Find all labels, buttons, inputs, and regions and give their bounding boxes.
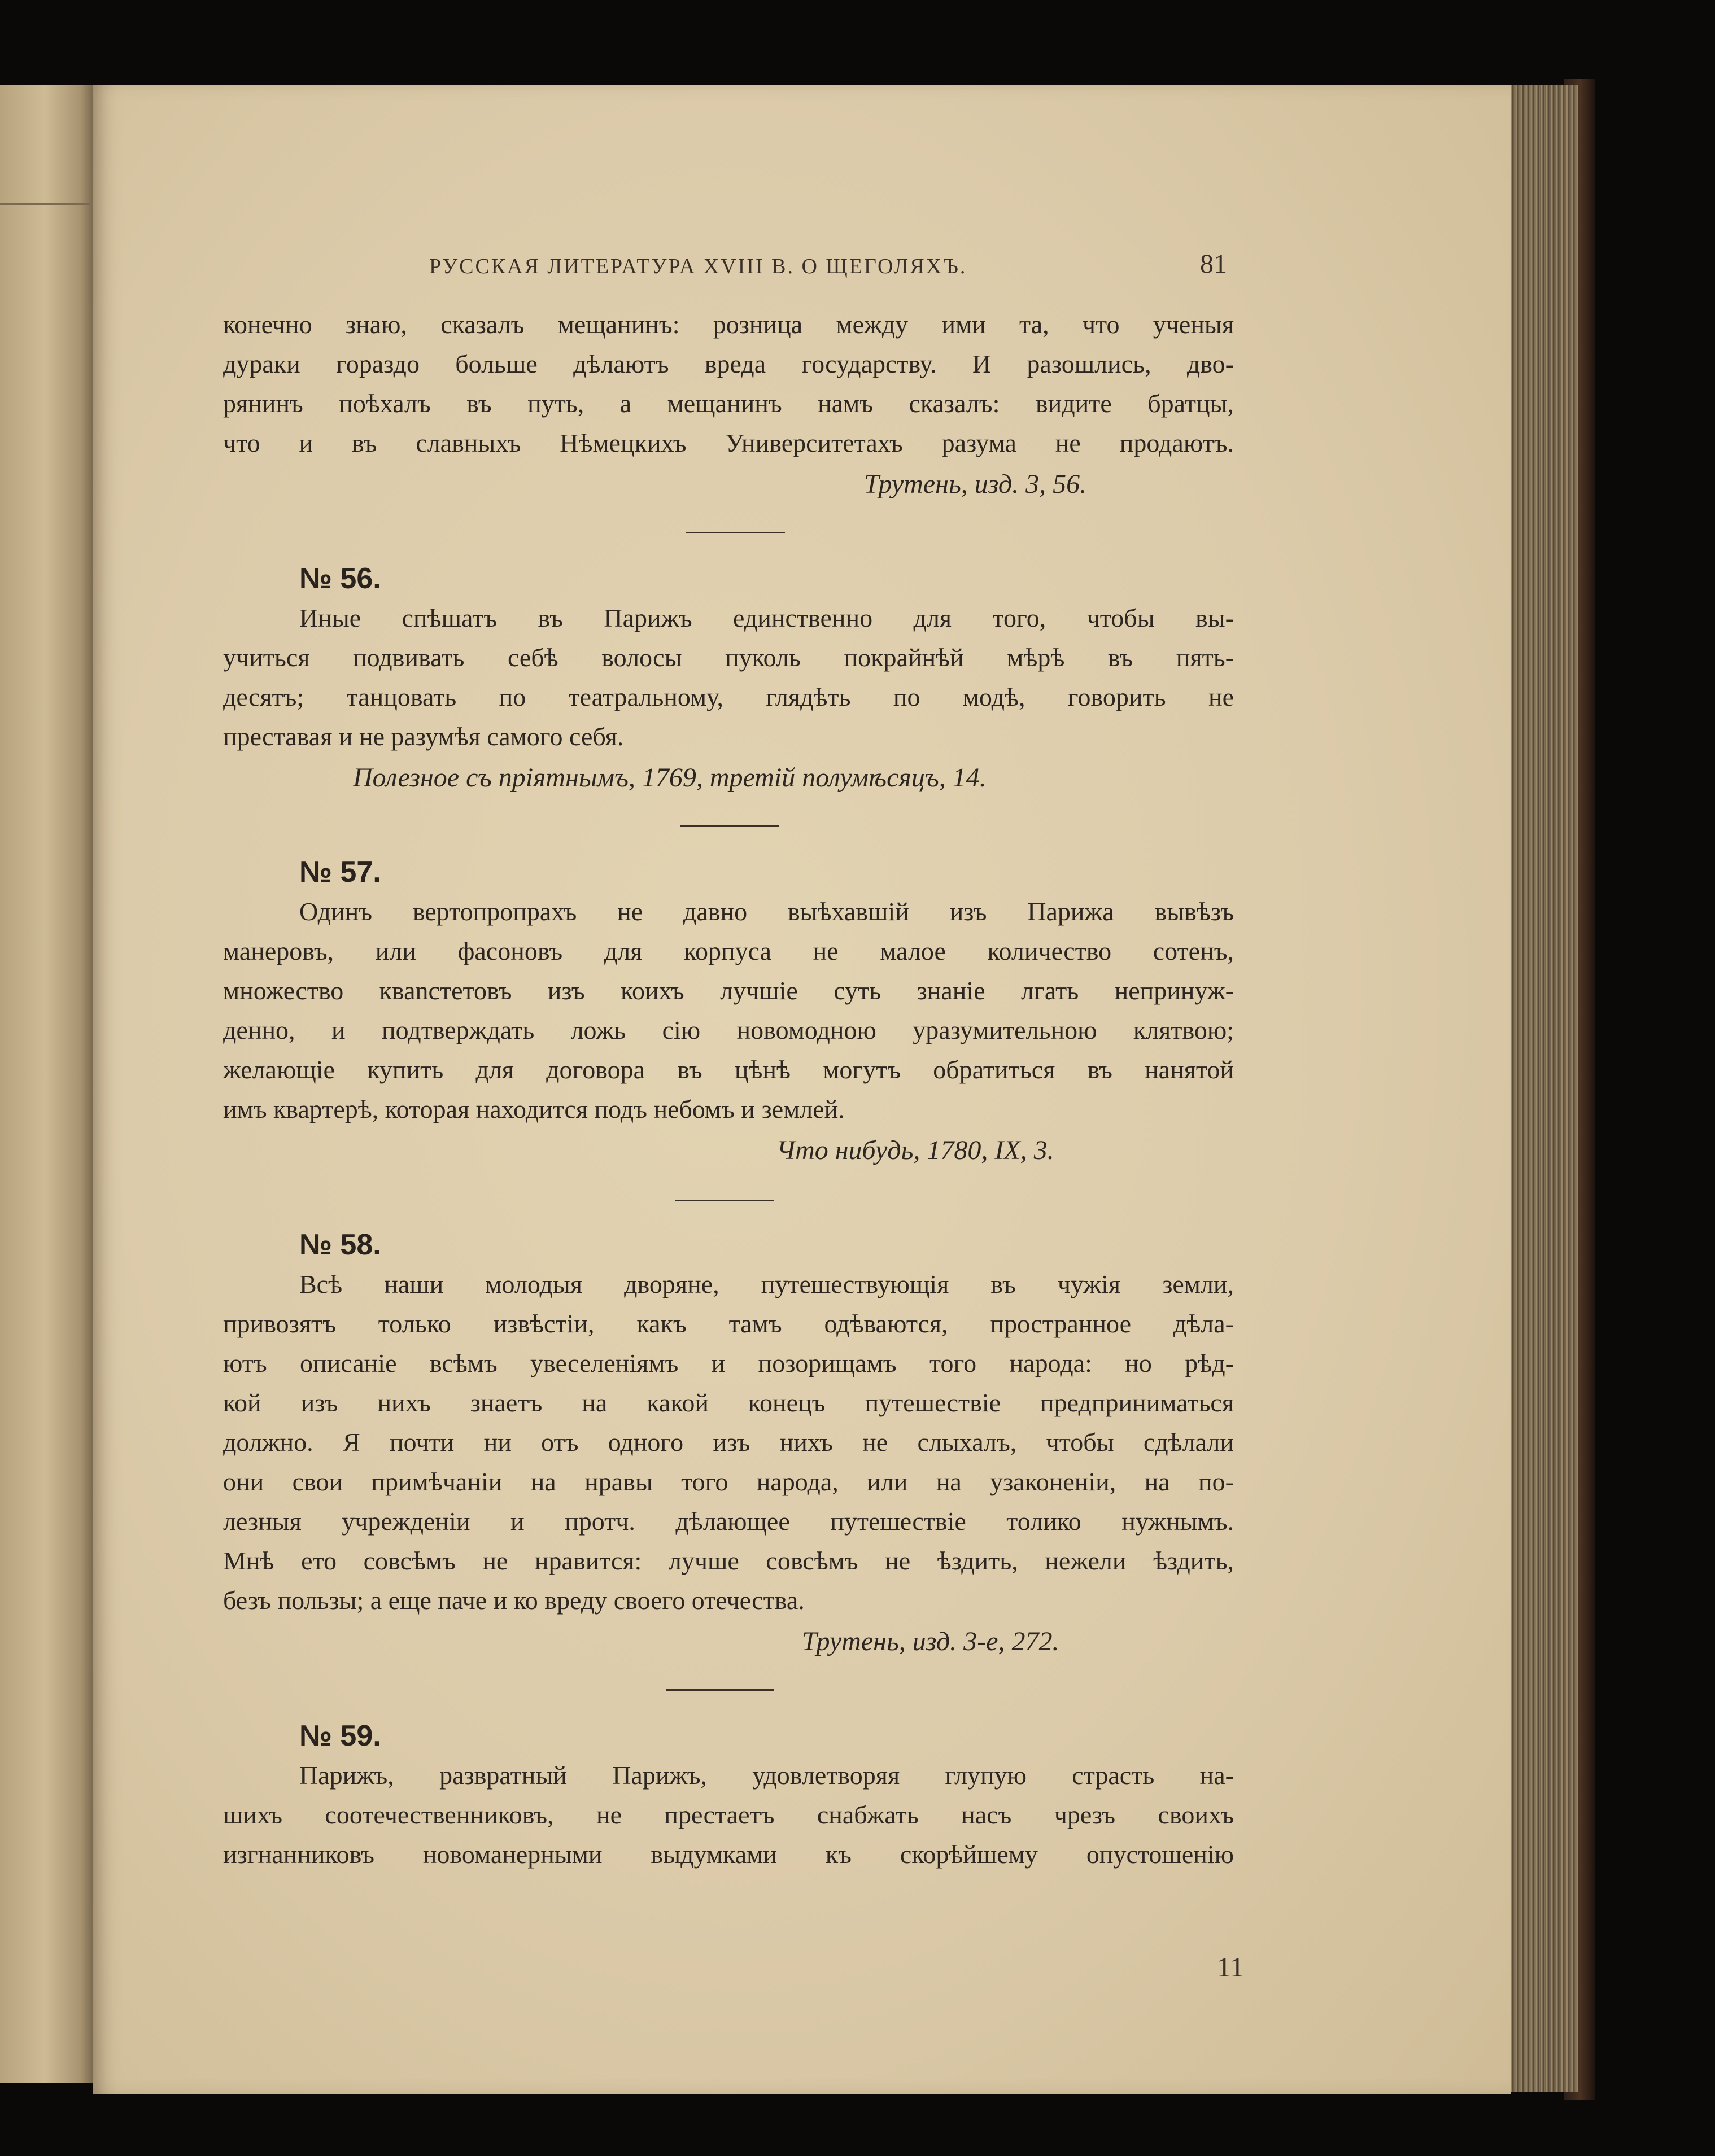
running-head-title: РУССКАЯ ЛИТЕРАТУРА XVIII В. О ЩЕГОЛЯХЪ. [429, 255, 967, 278]
signature-mark: 11 [1217, 1951, 1245, 1983]
entry-number: № 59. [299, 1720, 381, 1752]
text-line: что и въ славныхъ Нѣмецкихъ Университетахъ разума не продаютъ. [223, 428, 1234, 457]
text-line: ютъ описаніе всѣмъ увеселеніямъ и позорищамъ того народа: но рѣд- [223, 1349, 1234, 1377]
page-number: 81 [1200, 249, 1227, 279]
text-line: Всѣ наши молодыя дворяне, путешествующія въ чужія земли, [299, 1270, 1234, 1298]
text-line: рянинъ поѣхалъ въ путь, а мещанинъ намъ сказалъ: видите братцы, [223, 389, 1234, 418]
text-line: Парижъ, развратный Парижъ, удовлетворяя глупую страсть на- [299, 1761, 1234, 1790]
separator-rule [666, 1689, 774, 1691]
text-line: они свои примѣчаніи на нравы того народа, или на узаконеніи, на по- [223, 1467, 1234, 1496]
text-line: изгнанниковъ новоманерными выдумками къ скорѣйшему опустошенію [223, 1840, 1234, 1869]
text-line: привозятъ только извѣстіи, какъ тамъ одѣваются, пространное дѣла- [223, 1309, 1234, 1338]
separator-rule [686, 532, 785, 533]
text-line: Иные спѣшатъ въ Парижъ единственно для того, чтобы вы- [299, 603, 1234, 632]
text-line: манеровъ, или фасоновъ для корпуса не малое количество сотенъ, [223, 937, 1234, 965]
text-line: денно, и подтверждать ложь сію новомодною уразумительною клятвою; [223, 1016, 1234, 1044]
text-line: должно. Я почти ни отъ одного изъ нихъ не слыхалъ, чтобы сдѣлали [223, 1428, 1234, 1457]
separator-rule [675, 1200, 774, 1201]
book-page [93, 85, 1511, 2094]
text-line: желающіе купить для договора въ цѣнѣ могутъ обратиться въ нанятой [223, 1055, 1234, 1084]
text-line: конечно знаю, сказалъ мещанинъ: розница между ими та, что ученыя [223, 310, 1234, 339]
text-line: учиться подвивать себѣ волосы пуколь покрайнѣй мѣрѣ въ пять- [223, 643, 1234, 672]
text-line: безъ пользы; а еще паче и ко вреду своего отечества. [223, 1586, 805, 1615]
entry-number: № 58. [299, 1228, 381, 1261]
citation: Полезное съ пріятнымъ, 1769, третій полумѣсяцъ, 14. [353, 763, 987, 793]
citation: Трутень, изд. 3, 56. [864, 469, 1087, 499]
text-line: преставая и не разумѣя самого себя. [223, 722, 624, 751]
citation: Трутень, изд. 3-е, 272. [802, 1626, 1059, 1656]
text-line: имъ квартерѣ, которая находится подъ небомъ и землей. [223, 1095, 845, 1123]
facing-page-edge [0, 85, 101, 2083]
text-line: множество кваnстетовъ изъ коихъ лучшіе суть знаніе лгать непринуж- [223, 976, 1234, 1005]
text-line: Мнѣ ето совсѣмъ не нравится: лучше совсѣмъ не ѣздить, нежели ѣздить, [223, 1546, 1234, 1575]
citation: Что нибудь, 1780, IX, 3. [776, 1135, 1054, 1165]
entry-number: № 56. [299, 562, 381, 595]
text-line: кой изъ нихъ знаетъ на какой конецъ путешествіе предприниматься [223, 1388, 1234, 1417]
text-line: Одинъ вертопропрахъ не давно выѣхавшій изъ Парижа вывѣзъ [299, 897, 1234, 926]
page-stack [1499, 85, 1578, 2092]
facing-page-rule [0, 203, 90, 205]
separator-rule [680, 825, 779, 827]
text-line: шихъ соотечественниковъ, не престаетъ снабжать насъ чрезъ своихъ [223, 1800, 1234, 1829]
running-head [93, 249, 1511, 288]
entry-number: № 57. [299, 856, 381, 889]
text-line: десятъ; танцовать по театральному, глядѣть по модѣ, говорить не [223, 683, 1234, 711]
text-line: дураки гораздо больше дѣлаютъ вреда государству. И разошлись, дво- [223, 349, 1234, 378]
text-line: лезныя учрежденіи и протч. дѣлающее путешествіе толико нужнымъ. [223, 1507, 1234, 1536]
